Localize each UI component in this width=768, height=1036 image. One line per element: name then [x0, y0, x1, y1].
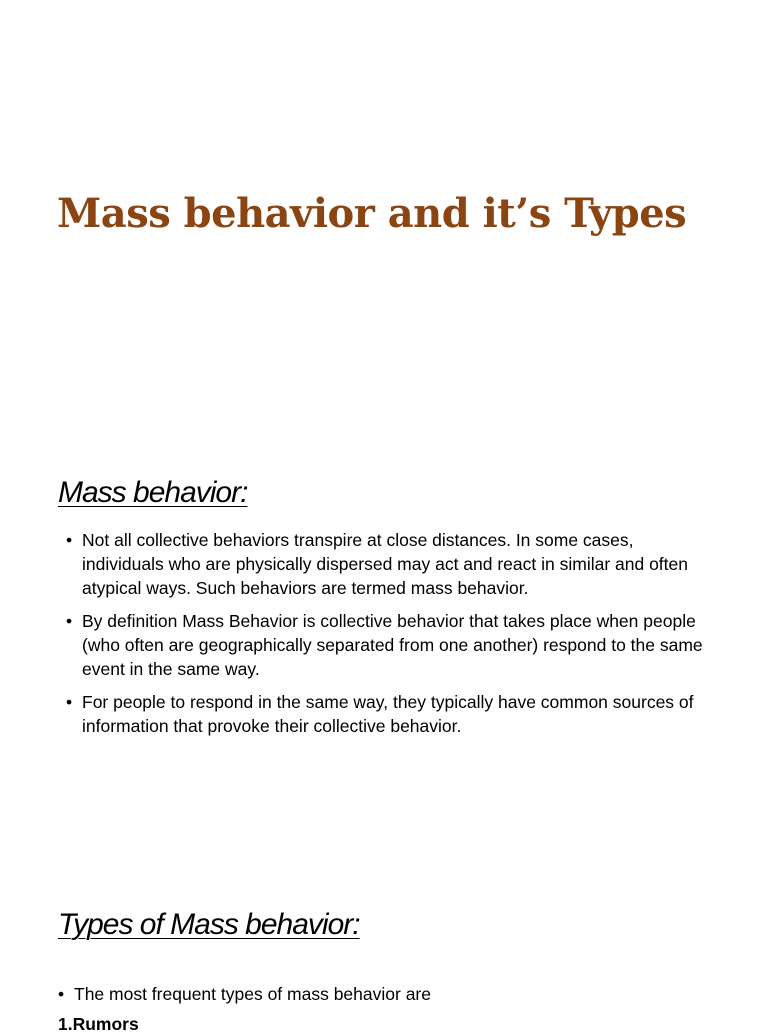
- numbered-item-rumors: 1.Rumors: [58, 1014, 139, 1034]
- bullet-icon: •: [58, 984, 65, 1004]
- section-heading-types-of-mass-behavior: Types of Mass behavior:: [58, 908, 360, 941]
- section-heading-mass-behavior: Mass behavior:: [58, 476, 248, 509]
- bullet-item: [66, 528, 716, 600]
- title-slide: [0, 0, 768, 440]
- bullet-text: Not all collective behaviors transpire at close distances. In some cases, individuals who are physically dispersed may act and react in similar and often atypical ways. Such behaviors are termed mass behavior.: [82, 530, 688, 598]
- bullet-text: By definition Mass Behavior is collective behavior that takes place when people (who often are geographically separated from one another) respond to the same event in the same way.: [82, 611, 703, 679]
- bullet-item: [58, 982, 738, 1006]
- document-title: Mass behavior and it’s Types: [57, 190, 687, 237]
- mass-behavior-bullet-list: [66, 528, 716, 747]
- bullet-icon: •: [66, 611, 73, 631]
- bullet-icon: •: [66, 692, 73, 712]
- bullet-text: The most frequent types of mass behavior are: [74, 984, 431, 1004]
- bullet-item: [66, 609, 716, 681]
- bullet-text: For people to respond in the same way, they typically have common sources of information that provoke their collective behavior.: [82, 692, 694, 736]
- bullet-icon: •: [66, 530, 73, 550]
- bullet-item: [66, 690, 716, 738]
- types-bullet-list: [58, 982, 738, 1015]
